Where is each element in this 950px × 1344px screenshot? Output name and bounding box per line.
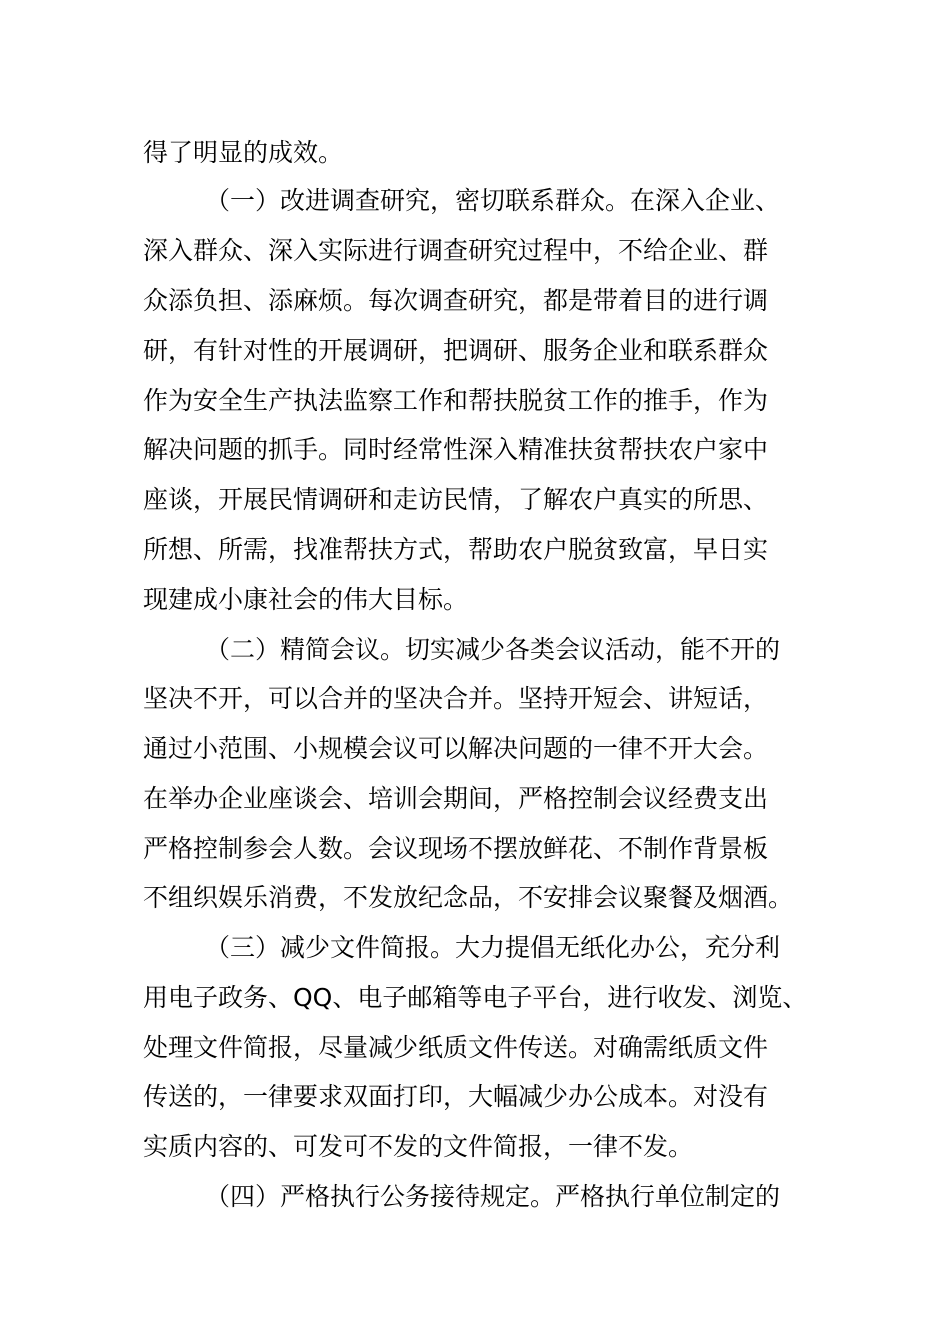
paragraph-heading-2: （二）精简会议。切实减少各类会议活动，能不开的 (205, 635, 781, 664)
text-line: 在举办企业座谈会、培训会期间，严格控制会议经费支出 (143, 784, 769, 813)
text-line: 所想、所需，找准帮扶方式，帮助农户脱贫致富，早日实 (143, 535, 769, 564)
text-line: 用电子政务、QQ、电子邮箱等电子平台，进行收发、浏览、 (143, 983, 808, 1012)
paragraph-heading-3: （三）减少文件简报。大力提倡无纸化办公，充分利 (205, 933, 781, 962)
paragraph-heading-4: （四）严格执行公务接待规定。严格执行单位制定的 (205, 1182, 781, 1211)
text-line: 通过小范围、小规模会议可以解决问题的一律不开大会。 (143, 734, 769, 763)
text-line: 众添负担、添麻烦。每次调查研究，都是带着目的进行调 (143, 286, 769, 315)
text-line: 深入群众、深入实际进行调查研究过程中，不给企业、群 (143, 236, 769, 265)
text-line: 不组织娱乐消费，不发放纪念品，不安排会议聚餐及烟酒。 (143, 883, 794, 912)
text-line: 得了明显的成效。 (143, 138, 344, 167)
text-line: 实质内容的、可发可不发的文件简报，一律不发。 (143, 1132, 694, 1161)
paragraph-heading-1: （一）改进调查研究，密切联系群众。在深入企业、 (205, 186, 781, 215)
text-line: 现建成小康社会的伟大目标。 (143, 585, 469, 614)
text-line: 处理文件简报，尽量减少纸质文件传送。对确需纸质文件 (143, 1033, 769, 1062)
text-line: 严格控制参会人数。会议现场不摆放鲜花、不制作背景板 (143, 834, 769, 863)
text-line: 坚决不开，可以合并的坚决合并。坚持开短会、讲短话， (143, 684, 769, 713)
text-line: 研，有针对性的开展调研，把调研、服务企业和联系群众 (143, 336, 769, 365)
text-line: 作为安全生产执法监察工作和帮扶脱贫工作的推手，作为 (143, 386, 769, 415)
text-line: 座谈，开展民情调研和走访民情，了解农户真实的所思、 (143, 485, 769, 514)
text-line: 传送的，一律要求双面打印，大幅减少办公成本。对没有 (143, 1082, 769, 1111)
text-line: 解决问题的抓手。同时经常性深入精准扶贫帮扶农户家中 (143, 435, 769, 464)
